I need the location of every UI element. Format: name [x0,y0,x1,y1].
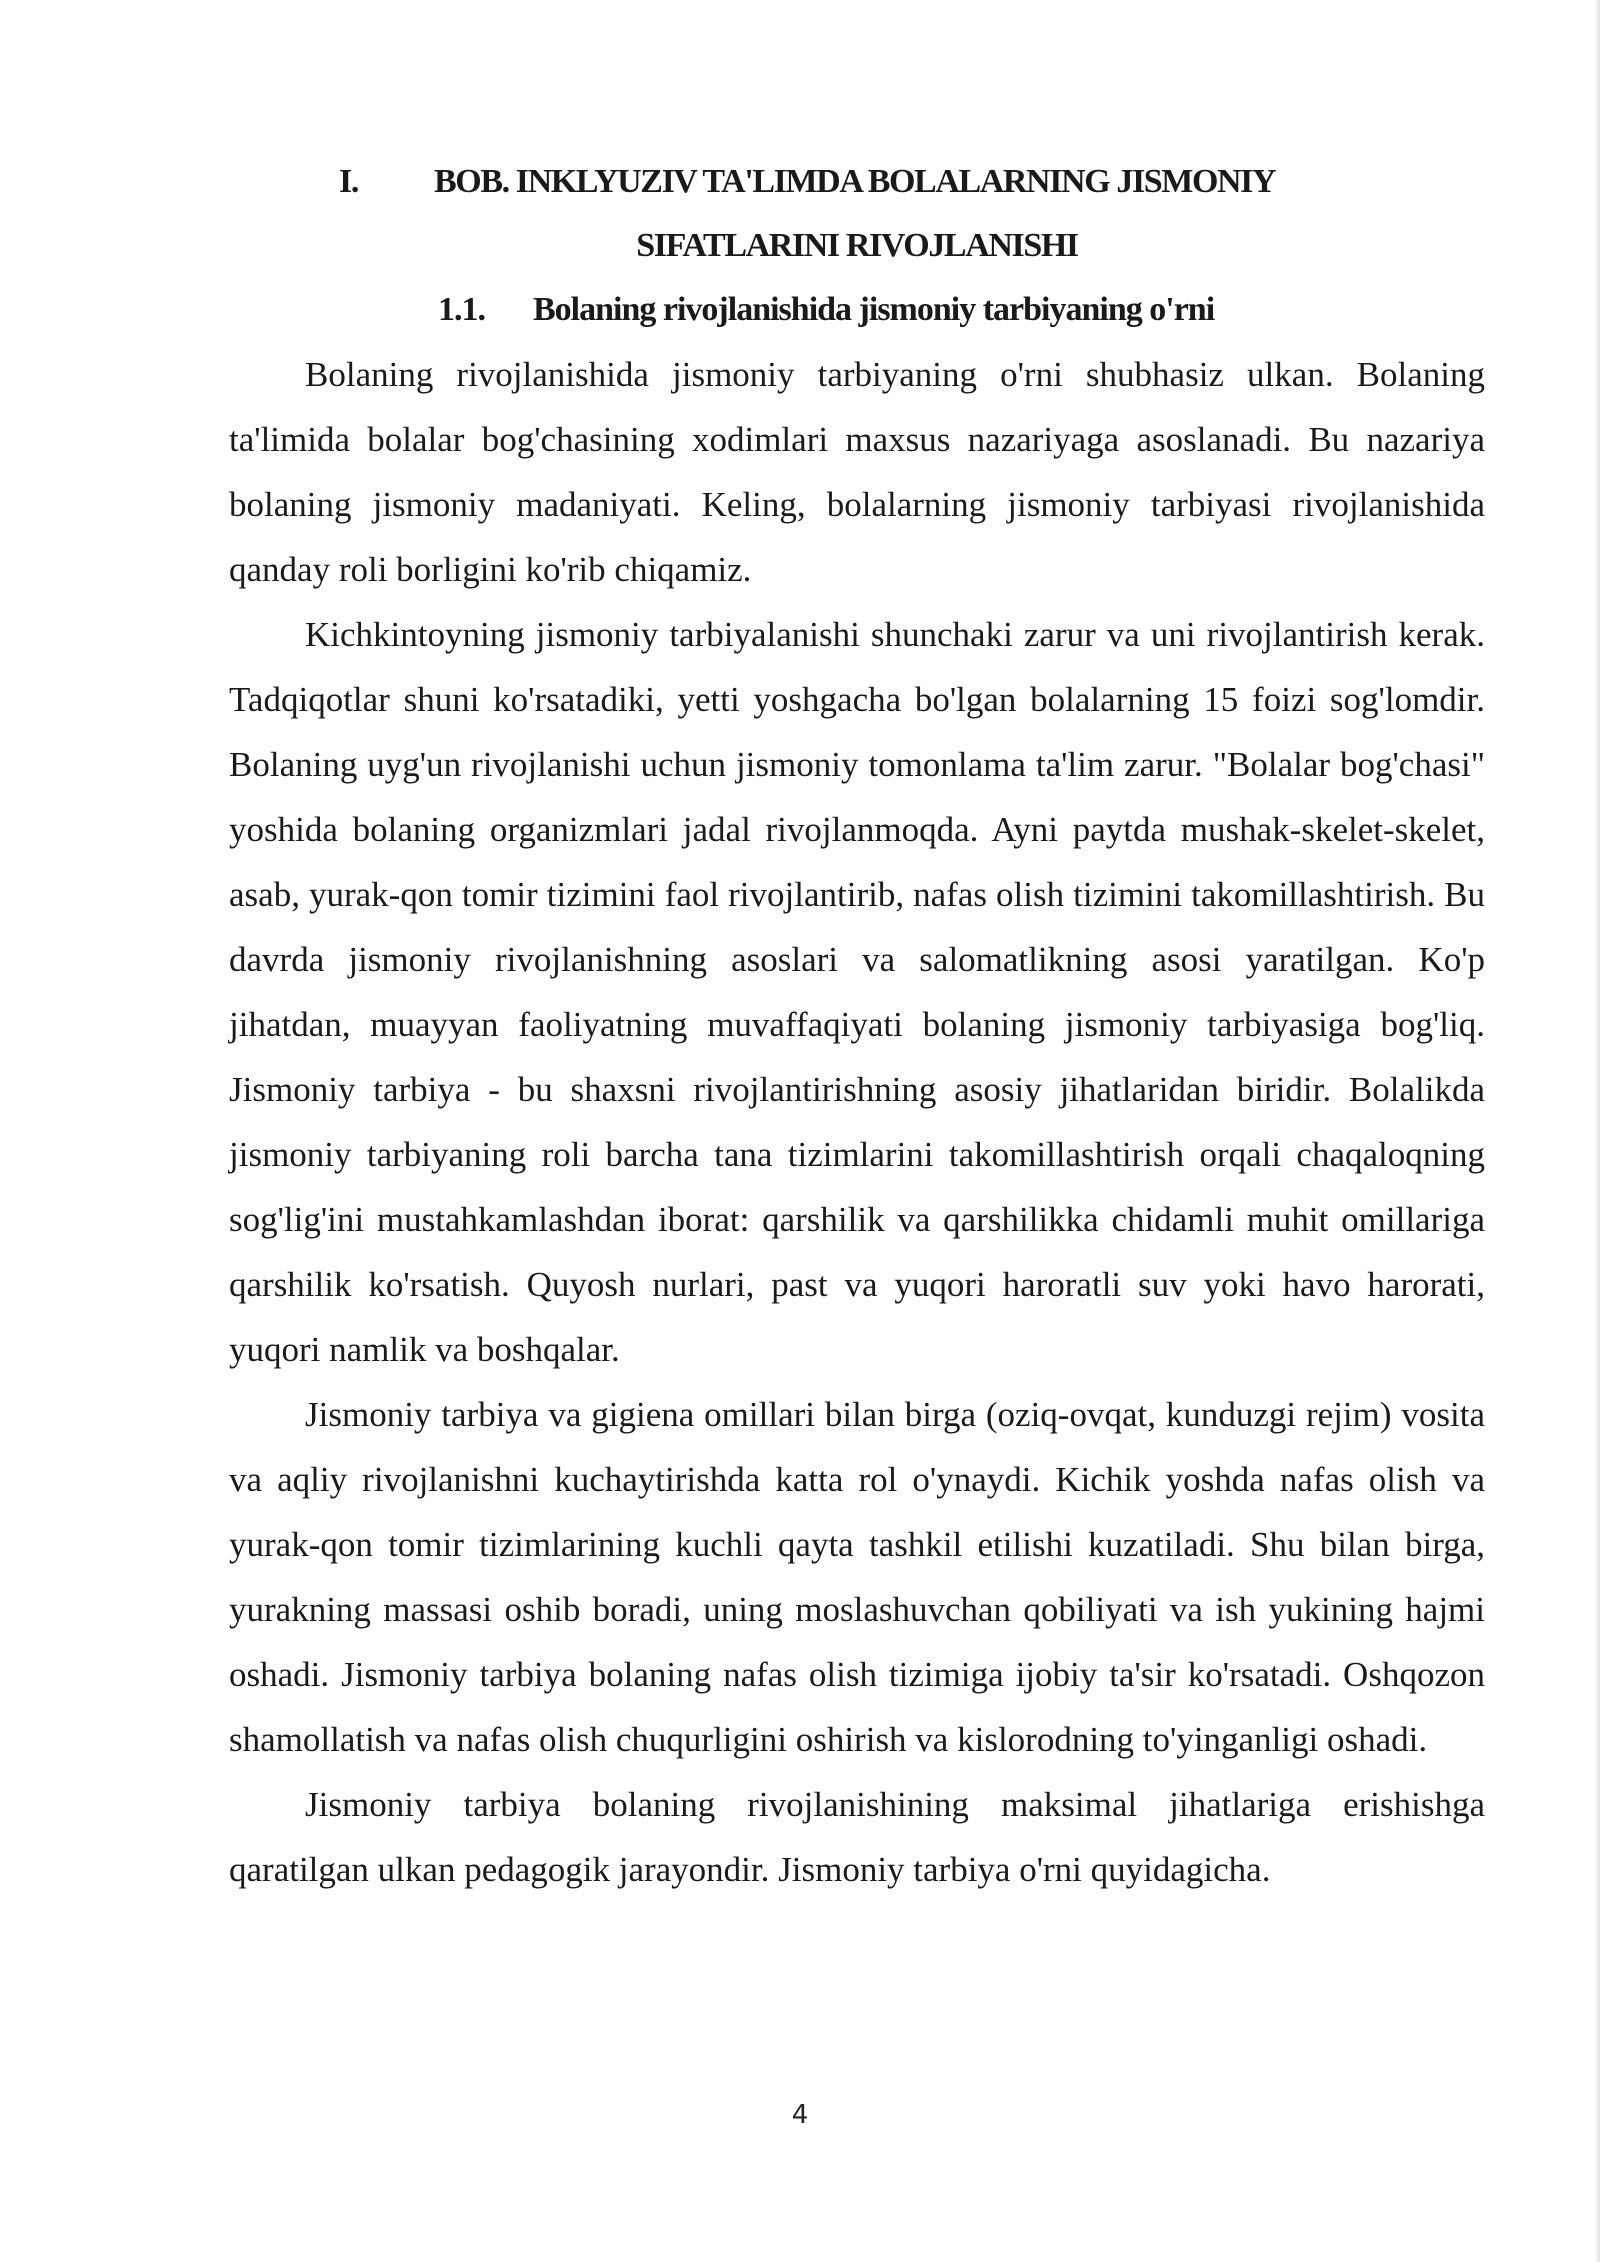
section-number: 1.1. [438,291,485,328]
chapter-heading [229,150,1485,278]
page-edge-shadow [1594,0,1600,2262]
paragraph-2: Kichkintoyning jismoniy tarbiyalanishi shunchaki zarur va uni rivojlantirish kerak. Tadqiqotlar shuni ko'rsatadiki, yetti yoshgacha bo'lgan bolalarning 15 foizi sog'lomdir. Bolaning uyg'un rivojlanishi uchun jismoniy tomonlama ta'lim zarur. "Bolalar bog'chasi" yoshida bolaning organizmlari jadal rivojlanmoqda. Ayni paytda mushak-skelet-skelet, asab, yurak-qon tomir tizimini faol rivojlantirib, nafas olish tizimini takomillashtirish. Bu davrda jismoniy rivojlanishning asoslari va salomatlikning asosi yaratilgan. Ko'p jihatdan, muayyan faoliyatning muvaffaqiyati bolaning jismoniy tarbiyasiga bog'liq. Jismoniy tarbiya - bu shaxsni rivojlantirishning asosiy jihatlaridan biridir. Bolalikda jismoniy tarbiyaning roli barcha tana tizimlarini takomillashtirish orqali chaqaloqning sog'lig'ini mustahkamlashdan iborat: qarshilik va qarshilikka chidamli muhit omillariga qarshilik ko'rsatish. Quyosh nurlari, past va yuqori haroratli suv yoki havo harorati, yuqori namlik va boshqalar. [229,615,1485,1369]
page-content [229,150,1485,1902]
chapter-number: I. [339,163,358,200]
chapter-title-line1: BOB. INKLYUZIV TA'LIMDA BOLALARNING JISMONIY [434,163,1276,200]
section-title: Bolaning rivojlanishida jismoniy tarbiyaning o'rni [533,291,1215,328]
paragraph-4: Jismoniy tarbiya bolaning rivojlanishining maksimal jihatlariga erishishga qaratilgan ulkan pedagogik jarayondir. Jismoniy tarbiya o'rni quyidagicha. [229,1785,1485,1889]
chapter-heading-line1 [229,150,1485,214]
paragraph-1: Bolaning rivojlanishida jismoniy tarbiyaning o'rni shubhasiz ulkan. Bolaning ta'limida bolalar bog'chasining xodimlari maxsus nazariyaga asoslanadi. Bu nazariya bolaning jismoniy madaniyati. Keling, bolalarning jismoniy tarbiyasi rivojlanishida qanday roli borligini ko'rib chiqamiz. [229,355,1485,589]
section-heading [229,278,1485,342]
paragraph-3: Jismoniy tarbiya va gigiena omillari bilan birga (oziq-ovqat, kunduzgi rejim) vosita va aqliy rivojlanishni kuchaytirishda katta rol o'ynaydi. Kichik yoshda nafas olish va yurak-qon tomir tizimlarining kuchli qayta tashkil etilishi kuzatiladi. Shu bilan birga, yurakning massasi oshib boradi, uning moslashuvchan qobiliyati va ish yukining hajmi oshadi. Jismoniy tarbiya bolaning nafas olish tizimiga ijobiy ta'sir ko'rsatadi. Oshqozon shamollatish va nafas olish chuqurligini oshirish va kislorodning to'yinganligi oshadi. [229,1395,1485,1759]
page-number: 4 [791,2100,809,2130]
chapter-title-line2: SIFATLARINI RIVOJLANISHI [636,227,1078,264]
